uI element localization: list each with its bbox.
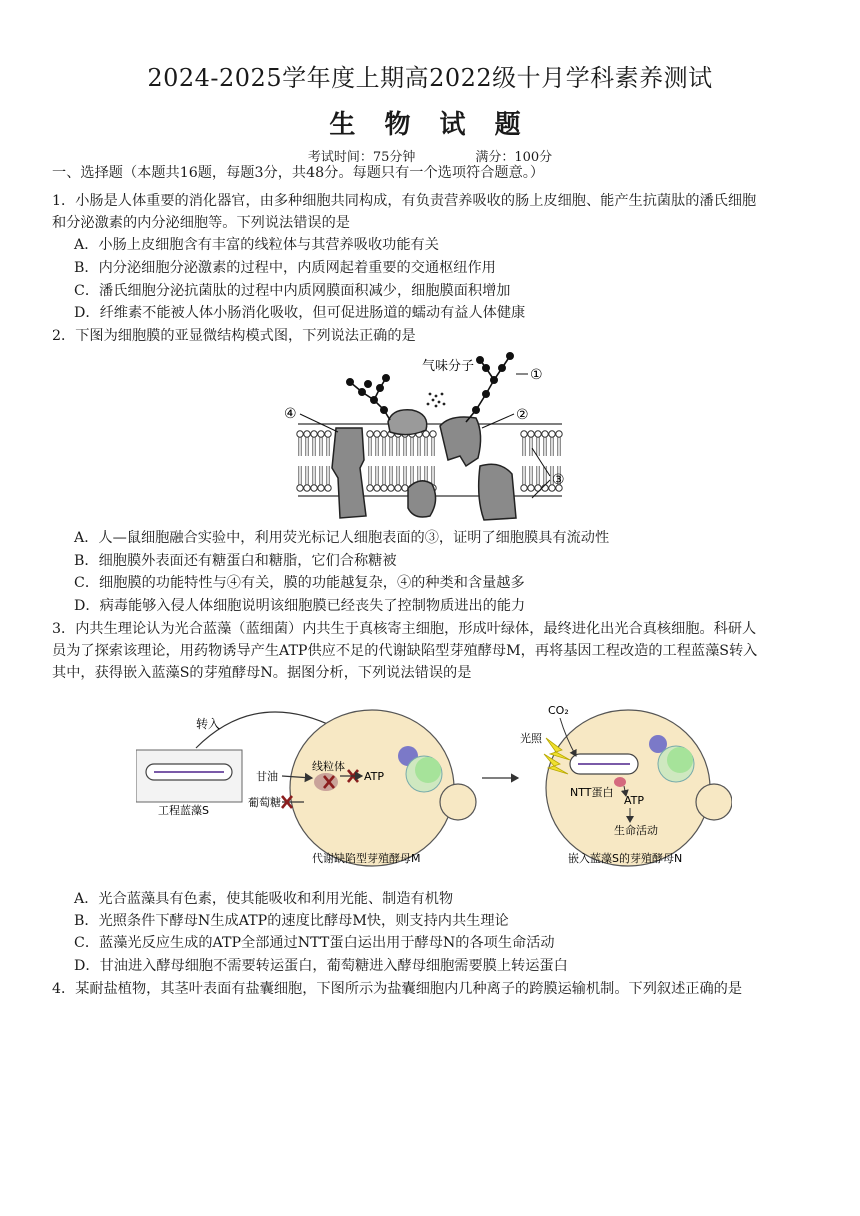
atp-label-n: ATP (624, 794, 645, 807)
odor-molecules (427, 393, 446, 408)
transmembrane-protein (479, 464, 516, 520)
phospholipid-tail (369, 466, 371, 485)
label-2: ② (516, 407, 529, 423)
phospholipid-tail (376, 466, 378, 485)
peripheral-protein (408, 481, 436, 517)
q1-option-c: C．潘氏细胞分泌抗菌肽的过程中内质网膜面积减少，细胞膜面积增加 (74, 283, 511, 299)
yeast-n-label: 嵌入蓝藻S的芽殖酵母N (568, 852, 683, 865)
phospholipid-head (311, 431, 317, 437)
q2-option-b: B．细胞膜外表面还有糖蛋白和糖脂，它们合称糖被 (74, 553, 397, 569)
phospholipid-head (325, 431, 331, 437)
endosymbiosis-figure (136, 698, 732, 880)
phospholipid-tail (432, 437, 434, 456)
ntt-protein-dot (614, 777, 626, 787)
atp-label-m: ATP (364, 770, 385, 783)
glucose-label: 葡萄糖 (248, 796, 281, 809)
phospholipid-tail (376, 437, 378, 456)
phospholipid-tail (411, 437, 413, 456)
receptor-protein (388, 410, 427, 435)
phospholipid-tail (425, 437, 427, 456)
phospholipid-tail (327, 437, 329, 456)
phospholipid-head (528, 431, 534, 437)
phospholipid-tail (383, 466, 385, 485)
full-score: 满分：100分 (475, 150, 553, 165)
phospholipid-head (374, 485, 380, 491)
q1-stem-line2: 和分泌激素的内分泌细胞等。下列说法错误的是 (52, 215, 350, 231)
q1-stem-line1: 1．小肠是人体重要的消化器官，由多种细胞共同构成，有负责营养吸收的肠上皮细胞、能产生抗菌肽的潘氏细胞 (52, 193, 757, 209)
phospholipid-tail (530, 437, 532, 456)
phospholipid-head (388, 485, 394, 491)
exam-title: 2024-2025学年度上期高2022级十月学科素养测试 (147, 64, 713, 92)
phospholipid-tail (537, 466, 539, 485)
protein-2 (440, 417, 481, 466)
phospholipid-tail (390, 437, 392, 456)
phospholipid-head (304, 431, 310, 437)
phospholipid-tail (404, 437, 406, 456)
exam-time: 考试时间：75分钟 (307, 150, 416, 165)
label-1: ① (530, 367, 543, 383)
phospholipid-head (318, 431, 324, 437)
phospholipid-tail (299, 466, 301, 485)
ntt-label: NTT蛋白 (570, 786, 614, 799)
phospholipid-tail (313, 437, 315, 456)
phospholipid-head (521, 431, 527, 437)
q1-option-a: A．小肠上皮细胞含有丰富的线粒体与其营养吸收功能有关 (74, 237, 439, 253)
phospholipid-tail (537, 437, 539, 456)
transfer-label: 转入 (196, 717, 221, 731)
q3-option-d: D．甘油进入酵母细胞不需要转运蛋白，葡萄糖进入酵母细胞需要膜上转运蛋白 (74, 958, 568, 974)
q4-stem: 4．某耐盐植物，其茎叶表面有盐囊细胞，下图所示为盐囊细胞内几种离子的跨膜运输机制。下列叙述正确的是 (52, 981, 743, 997)
light-label: 光照 (520, 732, 542, 745)
phospholipid-tail (306, 437, 308, 456)
phospholipid-tail (390, 466, 392, 485)
label-3: ③ (552, 472, 565, 488)
q2-option-c: C．细胞膜的功能特性与④有关，膜的功能越复杂，④的种类和含量越多 (74, 575, 525, 591)
phospholipid-head (367, 431, 373, 437)
q3-stem-line2: 员为了探索该理论，用药物诱导产生ATP供应不足的代谢缺陷型芽殖酵母M，再将基因工程改造的工程蓝藻S转入 (52, 643, 758, 659)
yeast-n-bud (696, 784, 732, 820)
section-heading: 一、选择题（本题共16题，每题3分，共48分。每题只有一个选项符合题意。） (52, 165, 545, 181)
q3-option-b: B．光照条件下酵母N生成ATP的速度比酵母M快，则支持内共生理论 (74, 913, 509, 929)
phospholipid-head (311, 485, 317, 491)
nucleus-core (415, 757, 441, 783)
phospholipid-head (528, 485, 534, 491)
glycerol-label: 甘油 (256, 770, 278, 783)
engineered-s-label: 工程蓝藻S (158, 804, 209, 817)
phospholipid-tail (418, 437, 420, 456)
phospholipid-tail (369, 437, 371, 456)
mitochondrion (314, 773, 338, 791)
phospholipid-head (549, 431, 555, 437)
q1-option-d: D．纤维素不能被人体小肠消化吸收，但可促进肠道的蠕动有益人体健康 (74, 305, 526, 321)
q2-stem: 2．下图为细胞膜的亚显微结构模式图，下列说法正确的是 (52, 328, 416, 344)
q1-option-b: B．内分泌细胞分泌激素的过程中，内质网起着重要的交通枢纽作用 (74, 260, 496, 276)
phospholipid-tail (404, 466, 406, 485)
phospholipid-tail (523, 466, 525, 485)
phospholipid-tail (397, 466, 399, 485)
phospholipid-tail (544, 437, 546, 456)
mito-label: 线粒体 (312, 760, 345, 773)
phospholipid-head (542, 485, 548, 491)
q3-stem-line1: 3．内共生理论认为光合蓝藻（蓝细菌）内共生于真核寄主细胞，形成叶绿体，最终进化出光合真核细胞。科研人 (52, 621, 757, 637)
phospholipid-tail (411, 466, 413, 485)
phospholipid-tail (306, 466, 308, 485)
phospholipid-head (381, 485, 387, 491)
phospholipid-tail (313, 466, 315, 485)
phospholipid-tail (551, 437, 553, 456)
phospholipid-tail (383, 437, 385, 456)
transmembrane-protein-4 (332, 428, 366, 518)
phospholipid-tail (327, 466, 329, 485)
odor-molecule-label: 气味分子 (422, 359, 475, 374)
label-4: ④ (284, 406, 297, 422)
phospholipid-tail (523, 437, 525, 456)
q3-option-c: C．蓝藻光反应生成的ATP全部通过NTT蛋白运出用于酵母N的各项生命活动 (74, 935, 555, 951)
phospholipid-head (430, 431, 436, 437)
yeast-m-label: 代谢缺陷型芽殖酵母M (312, 852, 421, 865)
q2-option-d: D．病毒能够入侵人体细胞说明该细胞膜已经丧失了控制物质进出的能力 (74, 598, 526, 614)
phospholipid-head (556, 431, 562, 437)
phospholipid-head (297, 485, 303, 491)
phospholipid-head (402, 485, 408, 491)
phospholipid-head (318, 485, 324, 491)
q3-stem-line3: 其中，获得嵌入蓝藻S的芽殖酵母N。据图分析，下列说法错误的是 (52, 665, 472, 681)
co2-label: CO₂ (548, 704, 569, 717)
glycoprotein-chain-left (347, 375, 390, 420)
phospholipid-head (367, 485, 373, 491)
phospholipid-tail (299, 437, 301, 456)
phospholipid-head (395, 485, 401, 491)
subject-title: 生 物 试 题 (329, 110, 531, 140)
q2-option-a: A．人—鼠细胞融合实验中，利用荧光标记人细胞表面的③，证明了细胞膜具有流动性 (74, 530, 610, 546)
phospholipid-tail (397, 437, 399, 456)
cell-membrane-figure (280, 348, 580, 524)
phospholipid-head (297, 431, 303, 437)
phospholipid-tail (320, 466, 322, 485)
phospholipid-tail (320, 437, 322, 456)
yeast-m-bud (440, 784, 476, 820)
phospholipid-head (423, 431, 429, 437)
phospholipid-head (381, 431, 387, 437)
life-activity-label: 生命活动 (614, 824, 658, 837)
phospholipid-head (521, 485, 527, 491)
phospholipid-head (542, 431, 548, 437)
phospholipid-tail (558, 437, 560, 456)
phospholipid-head (304, 485, 310, 491)
q3-option-a: A．光合蓝藻具有色素，使其能吸收和利用光能、制造有机物 (74, 891, 454, 907)
nucleus-core-n (667, 747, 693, 773)
phospholipid-tail (432, 466, 434, 485)
phospholipid-tail (530, 466, 532, 485)
phospholipid-head (325, 485, 331, 491)
phospholipid-head (374, 431, 380, 437)
phospholipid-head (535, 431, 541, 437)
